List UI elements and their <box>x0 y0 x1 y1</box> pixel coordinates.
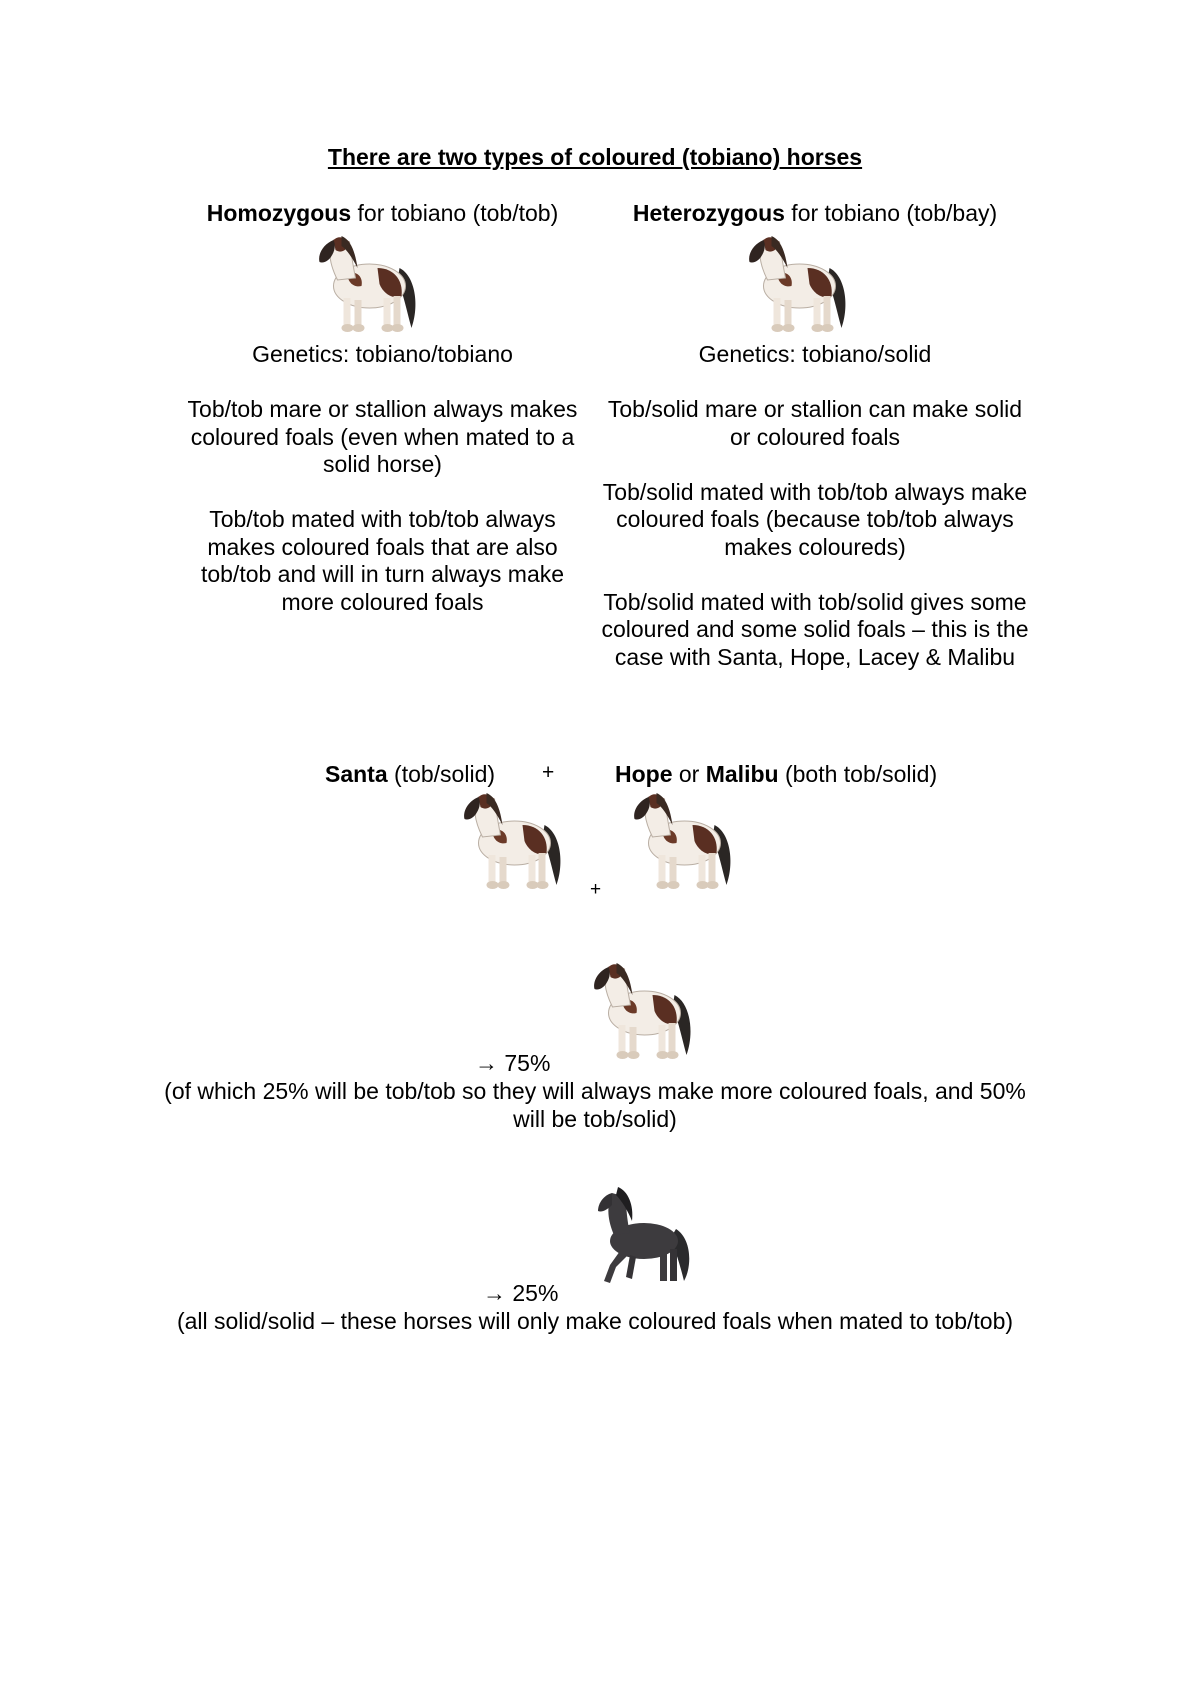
dam-name-malibu: Malibu <box>705 761 779 787</box>
dam-or: or <box>672 761 706 787</box>
heterozygous-horse-image <box>735 228 860 338</box>
heterozygous-note: Tob/solid mated with tob/solid gives some coloured and some solid foals – this is the case with Santa, Hope, Lacey & Malibu <box>601 588 1029 670</box>
coloured-note: (of which 25% will be tob/tob so they will always make more coloured foals, and 50% will be tob/solid) <box>164 1078 1026 1132</box>
homozygous-label: Homozygous <box>206 200 352 226</box>
sire-name: Santa <box>325 761 388 787</box>
solid-foal-image <box>580 1185 700 1295</box>
dam-label <box>615 761 937 788</box>
homozygous-notes <box>185 396 580 644</box>
dam-genotype: (both tob/solid) <box>778 761 938 787</box>
dam-name-hope: Hope <box>615 761 673 787</box>
homozygous-detail: for tobiano (tob/tob) <box>351 200 559 226</box>
arrow-icon: → <box>483 1280 506 1306</box>
coloured-outcome <box>475 1050 550 1077</box>
solid-outcome <box>483 1280 558 1307</box>
heterozygous-notes <box>600 396 1030 699</box>
homozygous-note: Tob/tob mare or stallion always makes coloured foals (even when mated to a solid horse) <box>187 396 578 477</box>
dam-horse-image <box>620 785 745 895</box>
solid-note: (all solid/solid – these horses will only make coloured foals when mated to tob/tob) <box>176 1308 1014 1334</box>
page-title: There are two types of coloured (tobiano) horses <box>327 144 863 170</box>
sire-label <box>325 761 495 788</box>
homozygous-horse-image <box>305 228 430 338</box>
sire-horse-image <box>450 785 575 895</box>
homozygous-heading <box>185 200 580 228</box>
coloured-foal-image <box>580 955 705 1065</box>
heterozygous-label: Heterozygous <box>632 200 785 226</box>
heterozygous-note: Tob/solid mated with tob/tob always make coloured foals (because tob/tob always makes coloureds) <box>602 478 1028 560</box>
heterozygous-genetics: Genetics: tobiano/solid <box>698 341 932 367</box>
homozygous-genetics: Genetics: tobiano/tobiano <box>252 341 513 367</box>
homozygous-note: Tob/tob mated with tob/tob always makes coloured foals that are also tob/tob and will in turn always make more coloured foals <box>200 506 565 615</box>
heterozygous-note: Tob/solid mare or stallion can make solid or coloured foals <box>607 396 1023 450</box>
arrow-icon: → <box>475 1050 498 1076</box>
plus-sign-small: + <box>590 879 602 900</box>
plus-sign: + <box>542 761 555 784</box>
sire-genotype: (tob/solid) <box>387 761 496 787</box>
solid-percent: 25% <box>512 1280 559 1306</box>
coloured-percent: 75% <box>504 1050 551 1076</box>
heterozygous-detail: for tobiano (tob/bay) <box>784 200 998 226</box>
heterozygous-heading <box>600 200 1030 228</box>
